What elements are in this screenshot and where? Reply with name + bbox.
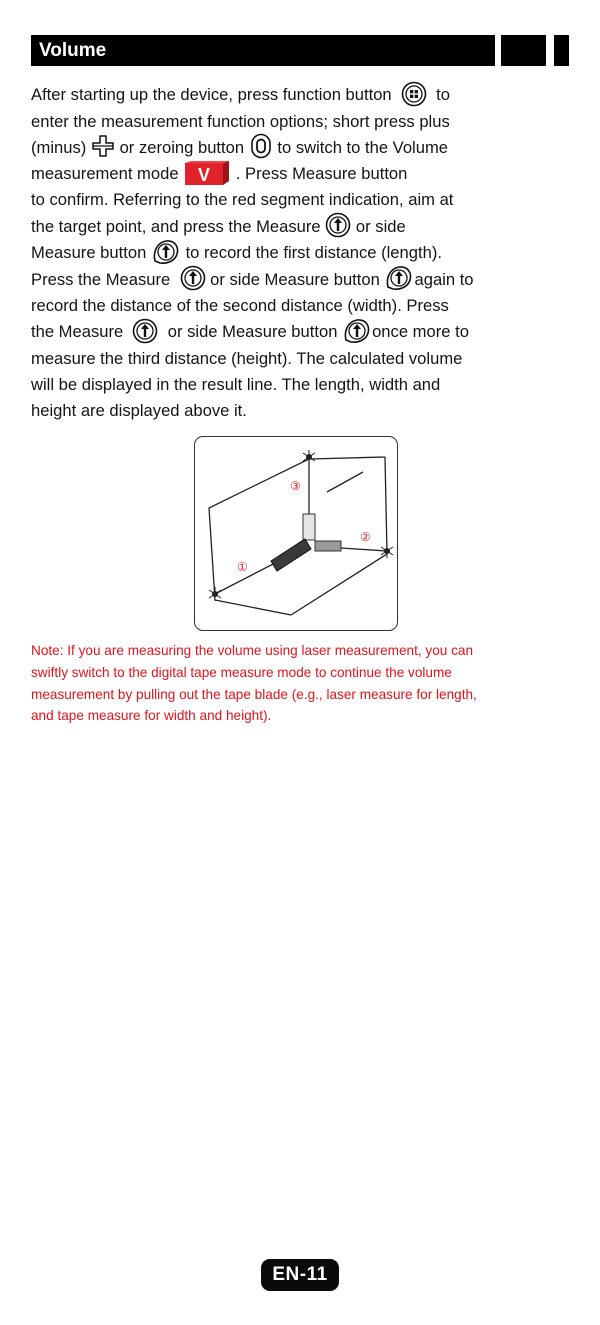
width-distance-label: ② bbox=[360, 530, 371, 544]
text-run: . Press Measure button bbox=[235, 164, 408, 184]
side-measure-button-icon bbox=[151, 239, 181, 265]
floor-left-edge bbox=[215, 600, 291, 615]
note-line: Note: If you are measuring the volume using laser measurement, you can bbox=[31, 643, 474, 658]
text-line: measure the third distance (height). The calculated volume bbox=[31, 349, 463, 369]
section-title: Volume bbox=[39, 40, 107, 61]
volume-mode-icon bbox=[183, 161, 231, 186]
text-run: After starting up the device, press function button bbox=[31, 85, 392, 104]
text-run: (minus) bbox=[31, 137, 87, 157]
text-run: or zeroing button bbox=[119, 137, 245, 157]
text-run: once more to bbox=[372, 322, 469, 342]
side-measure-button-icon bbox=[342, 318, 372, 344]
floor-right-edge bbox=[291, 554, 387, 615]
red-note bbox=[31, 640, 576, 727]
text-line: record the distance of the second distance (width). Press bbox=[31, 296, 449, 316]
side-measure-button-icon bbox=[384, 265, 414, 291]
text-run: the Measure bbox=[31, 322, 124, 342]
laser-sparkles bbox=[209, 450, 393, 601]
header-block-decoration bbox=[554, 35, 569, 66]
text-line: enter the measurement function options; short press plus bbox=[31, 111, 450, 131]
volume-measurement-diagram bbox=[194, 436, 398, 631]
text-line bbox=[31, 135, 571, 162]
wall-hatch-line bbox=[327, 472, 363, 492]
note-line: swiftly switch to the digital tape measure mode to continue the volume bbox=[31, 664, 452, 680]
text-run: measurement mode bbox=[31, 164, 179, 184]
function-button-icon bbox=[401, 81, 427, 107]
text-run: to switch to the Volume bbox=[277, 137, 449, 157]
text-line bbox=[31, 267, 571, 294]
header-block-decoration bbox=[501, 35, 546, 66]
device-top-face-height bbox=[303, 514, 315, 540]
measure-button-icon bbox=[180, 265, 206, 291]
device-body-length bbox=[271, 539, 311, 571]
note-line: and tape measure for width and height). bbox=[31, 708, 272, 724]
note-line: measurement by pulling out the tape blade (e.g., laser measure for length, bbox=[31, 686, 477, 702]
plus-minus-icon bbox=[91, 134, 115, 158]
laser-target-points bbox=[212, 454, 390, 597]
text-line: to confirm. Referring to the red segment indication, aim at bbox=[31, 190, 454, 210]
right-wall-edge bbox=[385, 457, 387, 554]
text-run: or side Measure button bbox=[210, 269, 380, 289]
text-run: or side bbox=[355, 216, 406, 236]
text-run: or side Measure button bbox=[167, 322, 338, 342]
text-run: again to bbox=[414, 269, 474, 289]
text-line bbox=[31, 82, 571, 109]
text-line: height are displayed above it. bbox=[31, 401, 247, 421]
page-number-badge: EN-11 bbox=[261, 1259, 339, 1291]
instructions-paragraph bbox=[31, 82, 571, 424]
zeroing-button-icon bbox=[249, 133, 273, 159]
volume-mode-letter: V bbox=[198, 165, 211, 186]
text-line bbox=[31, 161, 571, 187]
width-laser-line bbox=[341, 548, 387, 551]
height-distance-label: ③ bbox=[290, 479, 301, 493]
text-line bbox=[31, 240, 571, 267]
text-run: to bbox=[436, 85, 450, 104]
text-run: the target point, and press the Measure bbox=[31, 216, 321, 236]
device-side-face-width bbox=[315, 541, 341, 551]
length-distance-label: ① bbox=[237, 560, 248, 574]
measure-button-icon bbox=[132, 318, 158, 344]
text-run: Press the Measure bbox=[31, 269, 171, 289]
text-line: will be displayed in the result line. The length, width and bbox=[31, 375, 441, 395]
right-wall-top-edge bbox=[309, 457, 385, 459]
measure-button-icon bbox=[325, 212, 351, 238]
text-line bbox=[31, 319, 571, 346]
text-line bbox=[31, 214, 571, 241]
text-run: Measure button bbox=[31, 243, 147, 263]
text-run: to record the first distance (length). bbox=[185, 243, 442, 263]
section-header bbox=[31, 35, 569, 66]
